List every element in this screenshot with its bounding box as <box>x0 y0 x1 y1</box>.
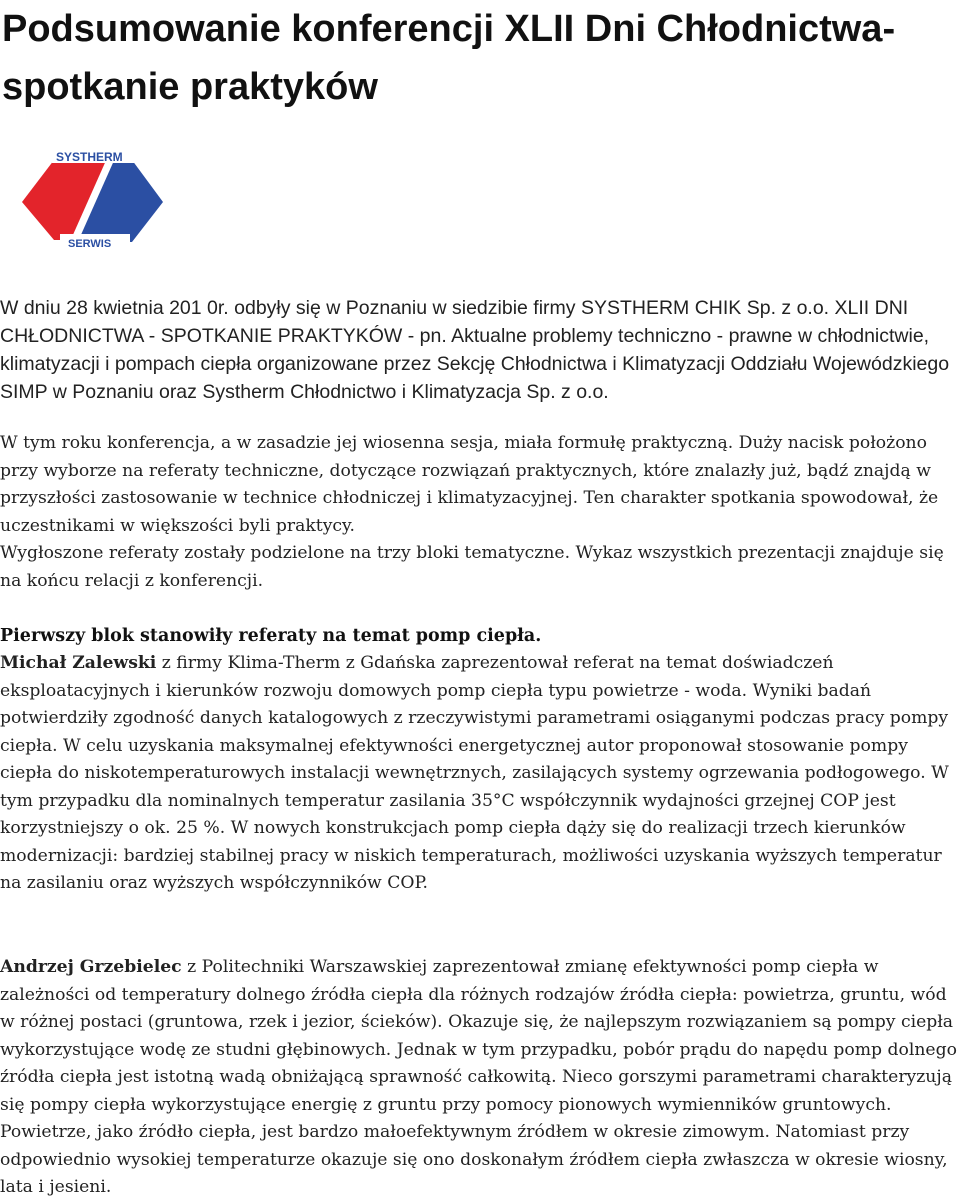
section1-heading: Pierwszy blok stanowiły referaty na temat pomp ciepła. <box>0 626 542 646</box>
blocks-paragraph: Wygłoszone referaty zostały podzielone na trzy bloki tematyczne. Wykaz wszystkich prezentacji znajduje się na końcu relacji z konferencji. <box>0 543 944 591</box>
speaker1-name: Michał Zalewski <box>0 653 157 673</box>
speaker2-name: Andrzej Grzebielec <box>0 957 182 977</box>
speaker1-paragraph <box>0 650 958 898</box>
speaker2-text: z Politechniki Warszawskiej zaprezentował zmianę efektywności pomp ciepła w zależności od temperatury dolnego źródła ciepła dla różnych rodzajów źródła ciepła: powietrza, gruntu, wód w różnej postaci (gruntowa, rzek i jezior, ścieków). Okazuje się, że najlepszym rozwiązaniem są pompy ciepła wykorzystujące wodę ze studni głębinowych. Jednak w tym przypadku, pobór prądu do napędu pomp dolnego źródła ciepła jest istotną wadą obniżającą sprawność całkowitą. Nieco gorszymi parametrami charakteryzują się pompy ciepła wykorzystujące energię z gruntu przy pomocy pionowych wymienników gruntowych. Powietrze, jako źródło ciepła, jest bardzo małoefektywnym źródłem w okresie zimowym. Natomiast przy odpowiednio wysokiej temperaturze okazuje się ono doskonałym źródłem ciepła zwłaszcza w okresie wiosny, lata i jesieni. <box>0 957 957 1197</box>
systherm-serwis-logo <box>20 150 165 250</box>
logo-bottom-text: SERWIS <box>68 238 112 250</box>
format-paragraph: W tym roku konferencja, a w zasadzie jej wiosenna sesja, miała formułę praktyczną. Duży nacisk położono przy wyborze na referaty techniczne, dotyczące rozwiązań praktycznych, które znalazły już, bądź znajdą w przyszłości zastosowanie w technice chłodniczej i klimatyzacyjnej. Ten charakter spotkania spowodował, że uczestnikami w większości byli praktycy. <box>0 433 939 536</box>
speaker2-paragraph <box>0 954 958 1202</box>
page-title: Podsumowanie konferencji XLII Dni Chłodnictwa- spotkanie praktyków <box>2 8 896 108</box>
speaker1-text: z firmy Klima-Therm z Gdańska zaprezentował referat na temat doświadczeń eksploatacyjnych i kierunków rozwoju domowych pomp ciepła typu powietrze - woda. Wyniki badań potwierdziły zgodność danych katalogowych z rzeczywistymi parametrami osiąganymi podczas pracy pompy ciepła. W celu uzyskania maksymalnej efektywności energetycznej autor proponował stosowanie pompy ciepła do niskotemperaturowych instalacji wewnętrznych, zasilających systemy ogrzewania podłogowego. W tym przypadku dla nominalnych temperatur zasilania 35°C współczynnik wydajności grzejnej COP jest korzystniejszy o ok. 25 %. W nowych konstrukcjach pomp ciepła dąży się do realizacji trzech kierunków modernizacji: bardziej stabilnej pracy w niskich temperaturach, możliwości uzyskania wyższych temperatur na zasilaniu oraz wyższych współczynników COP. <box>0 653 949 893</box>
logo-top-text: SYSTHERM <box>56 150 123 164</box>
intro-paragraph: W dniu 28 kwietnia 201 0r. odbyły się w Poznaniu w siedzibie firmy SYSTHERM CHIK Sp. z o.o. XLII DNI CHŁODNICTWA - SPOTKANIE PRAKTYKÓW - pn. Aktualne problemy techniczno - prawne w chłodnictwie, klimatyzacji i pompach ciepła organizowane przez Sekcję Chłodnictwa i Klimatyzacji Oddziału Wojewódzkiego SIMP w Poznaniu oraz Systherm Chłodnictwo i Klimatyzacja Sp. z o.o. <box>0 297 950 403</box>
